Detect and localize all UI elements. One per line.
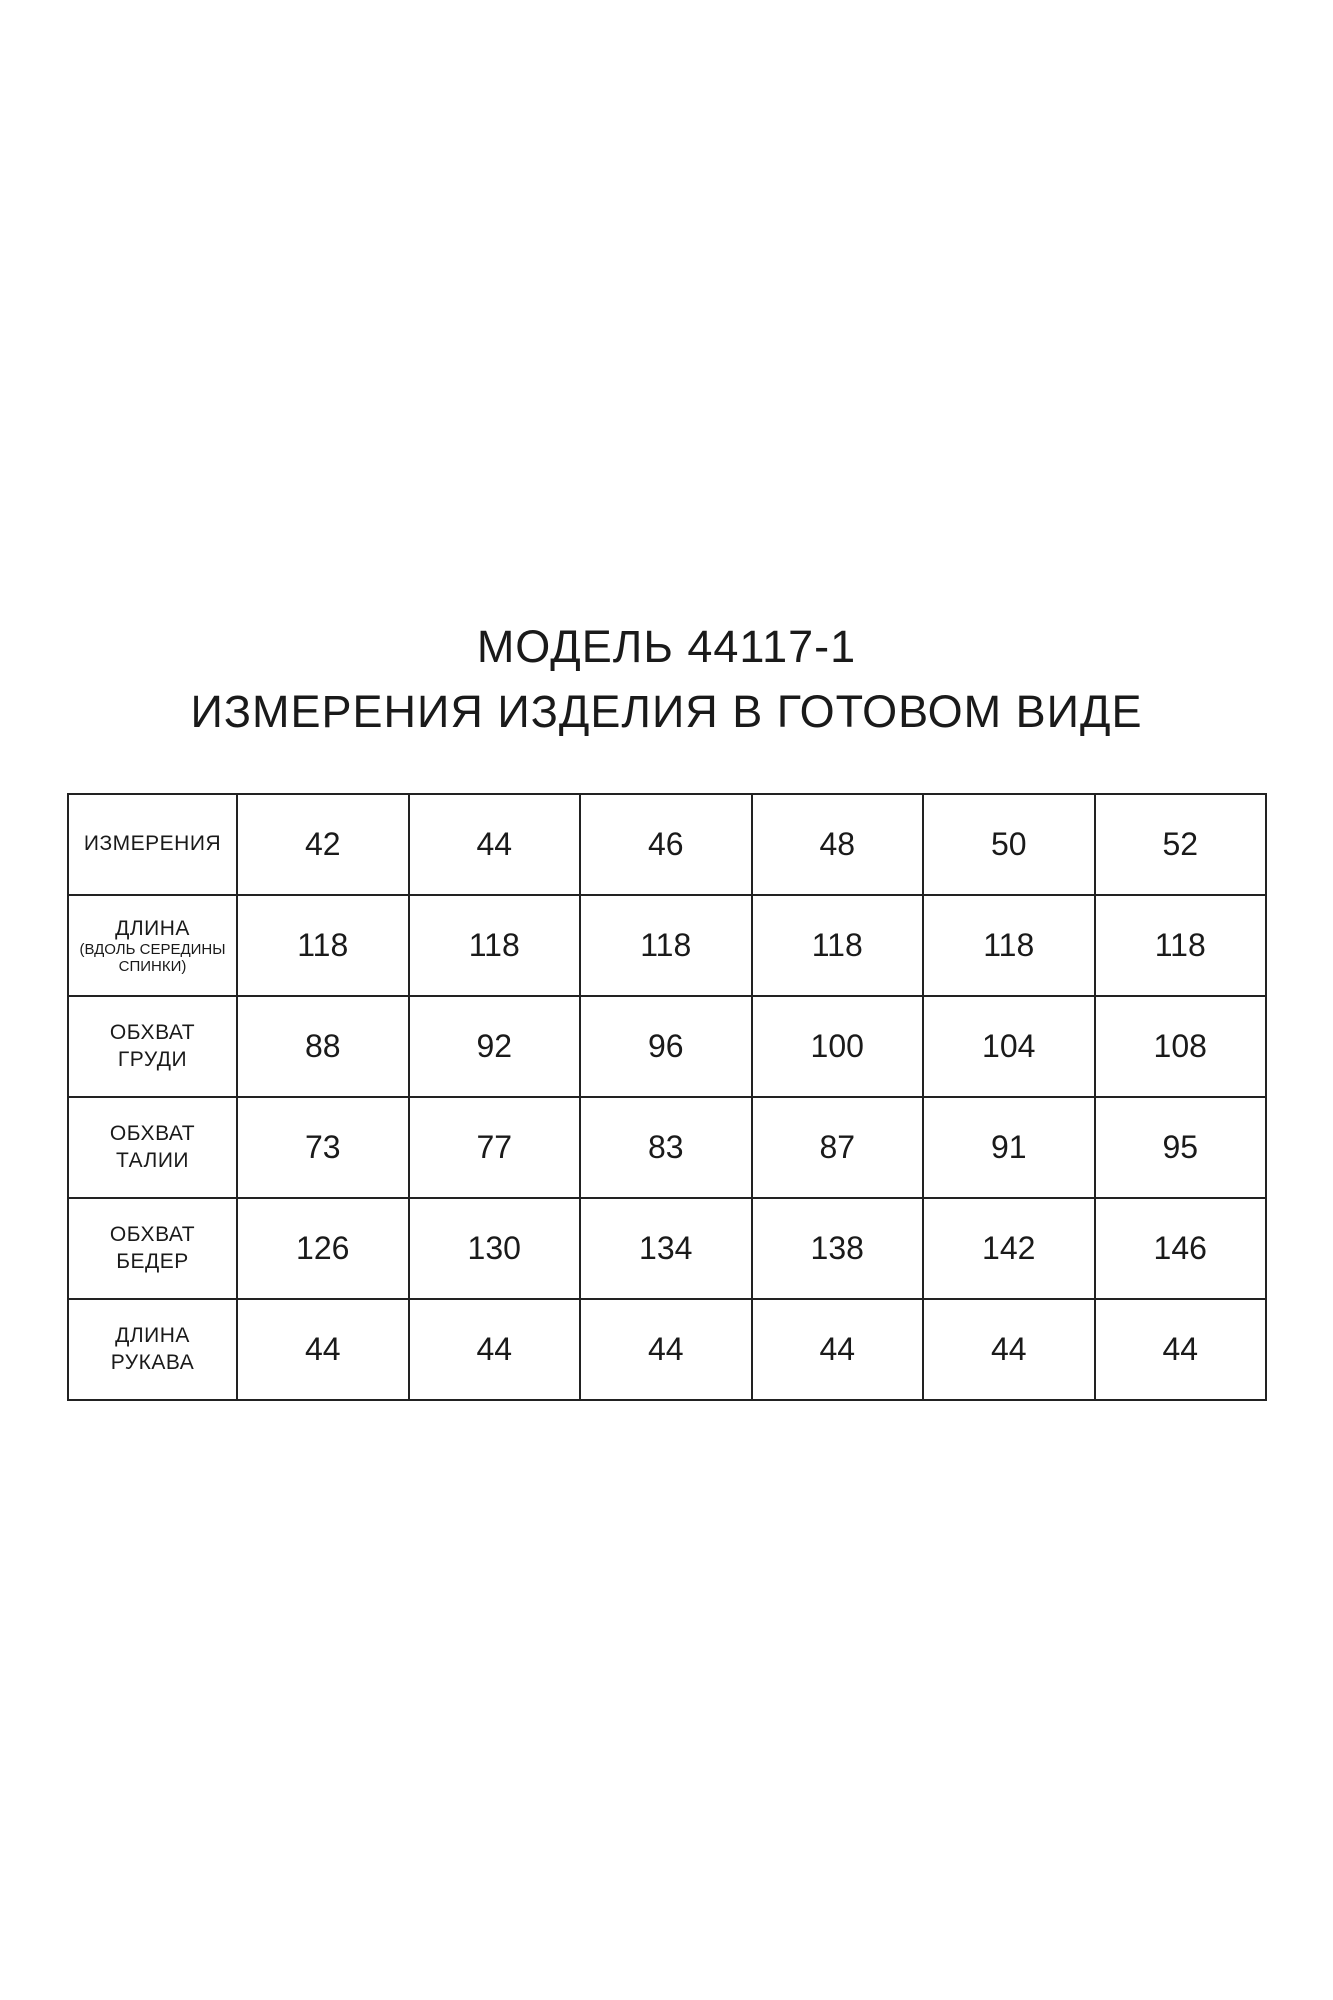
table-cell: 91 (923, 1097, 1095, 1198)
table-cell: 44 (580, 1299, 752, 1400)
row-label-cell (68, 1097, 237, 1198)
row-label: ОБХВАТ (109, 1223, 196, 1247)
row-label-cell (68, 996, 237, 1097)
row-label-note: (ВДОЛЬ СЕРЕДИНЫ СПИНКИ) (79, 941, 226, 975)
table-cell: 118 (752, 895, 924, 996)
table-cell: 118 (1095, 895, 1267, 996)
model-title: МОДЕЛЬ 44117-1 (476, 621, 857, 672)
size-header-cell: 46 (580, 794, 752, 895)
table-cell: 44 (752, 1299, 924, 1400)
table-cell: 77 (409, 1097, 581, 1198)
header-label-cell: ИЗМЕРЕНИЯ (68, 794, 237, 895)
table-cell: 108 (1095, 996, 1267, 1097)
row-label: ГРУДИ (117, 1047, 188, 1071)
row-label: ОБХВАТ (109, 1021, 196, 1045)
table-cell: 95 (1095, 1097, 1267, 1198)
table-row (68, 996, 1266, 1097)
row-label-cell (68, 1299, 237, 1400)
table-cell: 118 (580, 895, 752, 996)
row-label: БЕДЕР (116, 1249, 189, 1273)
table-cell: 87 (752, 1097, 924, 1198)
table-header-row (68, 794, 1266, 895)
table-cell: 96 (580, 996, 752, 1097)
table-cell: 118 (923, 895, 1095, 996)
table-cell: 44 (1095, 1299, 1267, 1400)
table-cell: 83 (580, 1097, 752, 1198)
size-header-cell: 50 (923, 794, 1095, 895)
table-row (68, 1198, 1266, 1299)
table-row (68, 1097, 1266, 1198)
table-cell: 44 (923, 1299, 1095, 1400)
table-subtitle: ИЗМЕРЕНИЯ ИЗДЕЛИЯ В ГОТОВОМ ВИДЕ (190, 686, 1143, 737)
table-cell: 146 (1095, 1198, 1267, 1299)
table-cell: 138 (752, 1198, 924, 1299)
table-cell: 104 (923, 996, 1095, 1097)
table-row (68, 1299, 1266, 1400)
size-header-cell: 42 (237, 794, 409, 895)
table-cell: 126 (237, 1198, 409, 1299)
row-label-cell (68, 1198, 237, 1299)
table-cell: 44 (409, 1299, 581, 1400)
row-label: ДЛИНА (115, 1324, 190, 1348)
table-cell: 142 (923, 1198, 1095, 1299)
table-cell: 100 (752, 996, 924, 1097)
table-cell: 44 (237, 1299, 409, 1400)
row-label: ОБХВАТ (109, 1122, 196, 1146)
table-cell: 92 (409, 996, 581, 1097)
table-cell: 73 (237, 1097, 409, 1198)
row-label: ДЛИНА (115, 916, 190, 940)
table-cell: 118 (409, 895, 581, 996)
row-label: ТАЛИИ (115, 1148, 190, 1172)
table-cell: 134 (580, 1198, 752, 1299)
size-header-cell: 44 (409, 794, 581, 895)
size-header-cell: 52 (1095, 794, 1267, 895)
table-cell: 88 (237, 996, 409, 1097)
table-row (68, 895, 1266, 996)
table-cell: 118 (237, 895, 409, 996)
row-label-cell (68, 895, 237, 996)
row-label: РУКАВА (110, 1350, 195, 1374)
table-cell: 130 (409, 1198, 581, 1299)
size-header-cell: 48 (752, 794, 924, 895)
size-chart-table (67, 793, 1267, 1401)
